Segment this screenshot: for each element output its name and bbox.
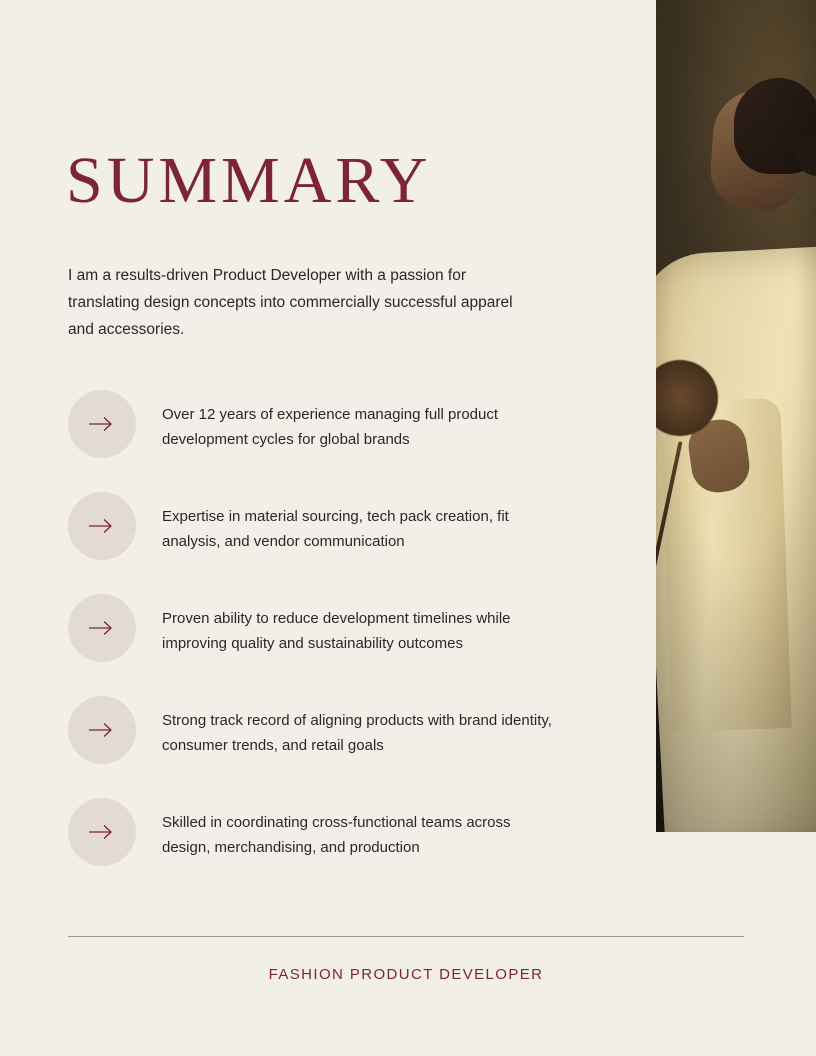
highlight-list — [68, 386, 628, 896]
list-item — [68, 386, 628, 464]
list-item — [68, 794, 628, 872]
page-title: SUMMARY — [66, 144, 432, 218]
list-item-label: Strong track record of aligning products with brand identity, consumer trends, and retail goals — [162, 712, 552, 754]
arrow-right-icon — [68, 696, 136, 764]
list-item-label: Over 12 years of experience managing full product development cycles for global brands — [162, 406, 499, 448]
list-item — [68, 692, 628, 770]
footer-divider — [68, 936, 744, 937]
photo-vignette — [656, 0, 816, 832]
list-item-label: Expertise in material sourcing, tech pack creation, fit analysis, and vendor communication — [162, 508, 509, 550]
arrow-right-icon — [68, 594, 136, 662]
footer-role-label: FASHION PRODUCT DEVELOPER — [268, 966, 544, 983]
summary-paragraph: I am a results-driven Product Developer with a passion for translating design concepts into commercially successful apparel and accessories. — [68, 266, 513, 338]
arrow-right-icon — [68, 798, 136, 866]
list-item — [68, 488, 628, 566]
list-item — [68, 590, 628, 668]
list-item-label: Proven ability to reduce development timelines while improving quality and sustainability outcomes — [162, 610, 511, 652]
portrait-photo — [656, 0, 816, 832]
list-item-label: Skilled in coordinating cross-functional teams across design, merchandising, and production — [162, 814, 511, 856]
arrow-right-icon — [68, 492, 136, 560]
arrow-right-icon — [68, 390, 136, 458]
